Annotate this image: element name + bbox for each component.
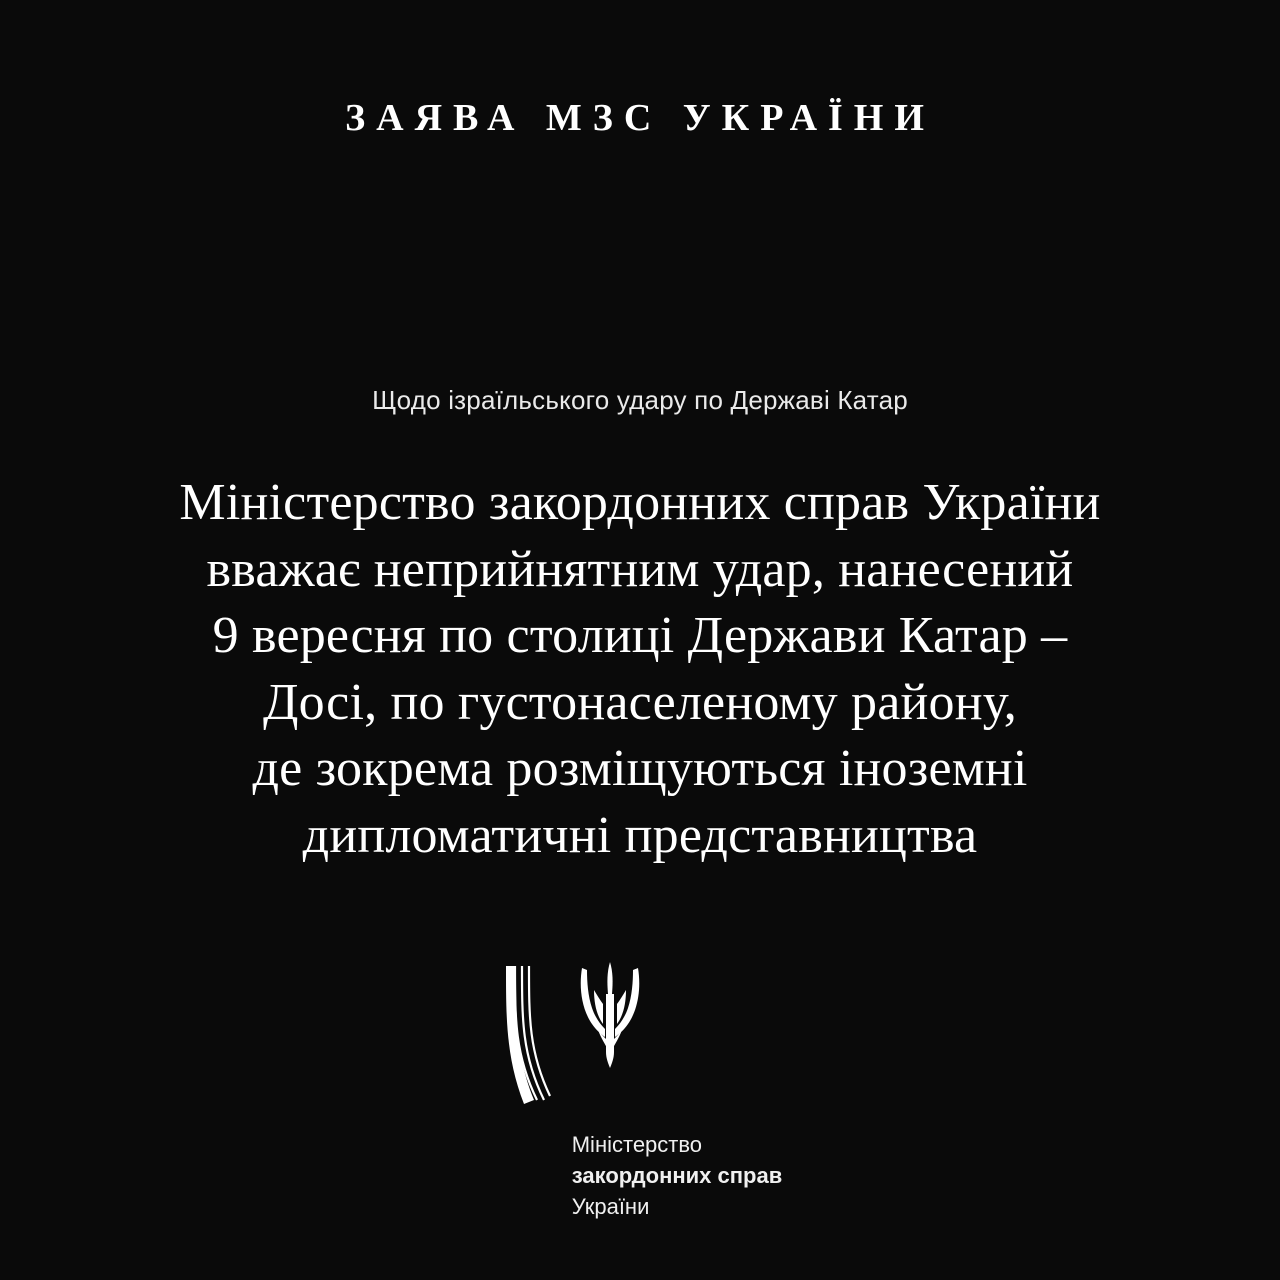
logo-wordmark (572, 1129, 783, 1223)
page-title: ЗАЯВА МЗС УКРАЇНИ (345, 97, 935, 139)
statement-subject: Щодо ізраїльського удару по Державі Катар (372, 385, 908, 415)
ukraine-trident-emblem-icon (574, 960, 646, 1077)
logo-marks (500, 960, 646, 1115)
logo-line-2: закордонних справ (571, 1163, 783, 1189)
statement-line: де зокрема розміщуються іноземні (252, 740, 1028, 798)
ministry-logo (0, 960, 1280, 1223)
logo-inner (498, 960, 783, 1223)
statement-line: Міністерство закордонних справ України (179, 474, 1101, 531)
logo-line-1: Міністерство (571, 1132, 703, 1157)
statement-line: Досі, по густонаселеному району, (263, 673, 1017, 731)
statement-body (90, 470, 1190, 869)
mfa-wave-mark-icon (500, 960, 556, 1115)
statement-line: 9 вересня по столиці Держави Катар – (212, 607, 1068, 665)
statement-line: вважає неприйнятним удар, нанесений (206, 540, 1074, 598)
logo-line-3: України (571, 1194, 650, 1220)
statement-line: дипломатичні представництва (302, 806, 978, 864)
